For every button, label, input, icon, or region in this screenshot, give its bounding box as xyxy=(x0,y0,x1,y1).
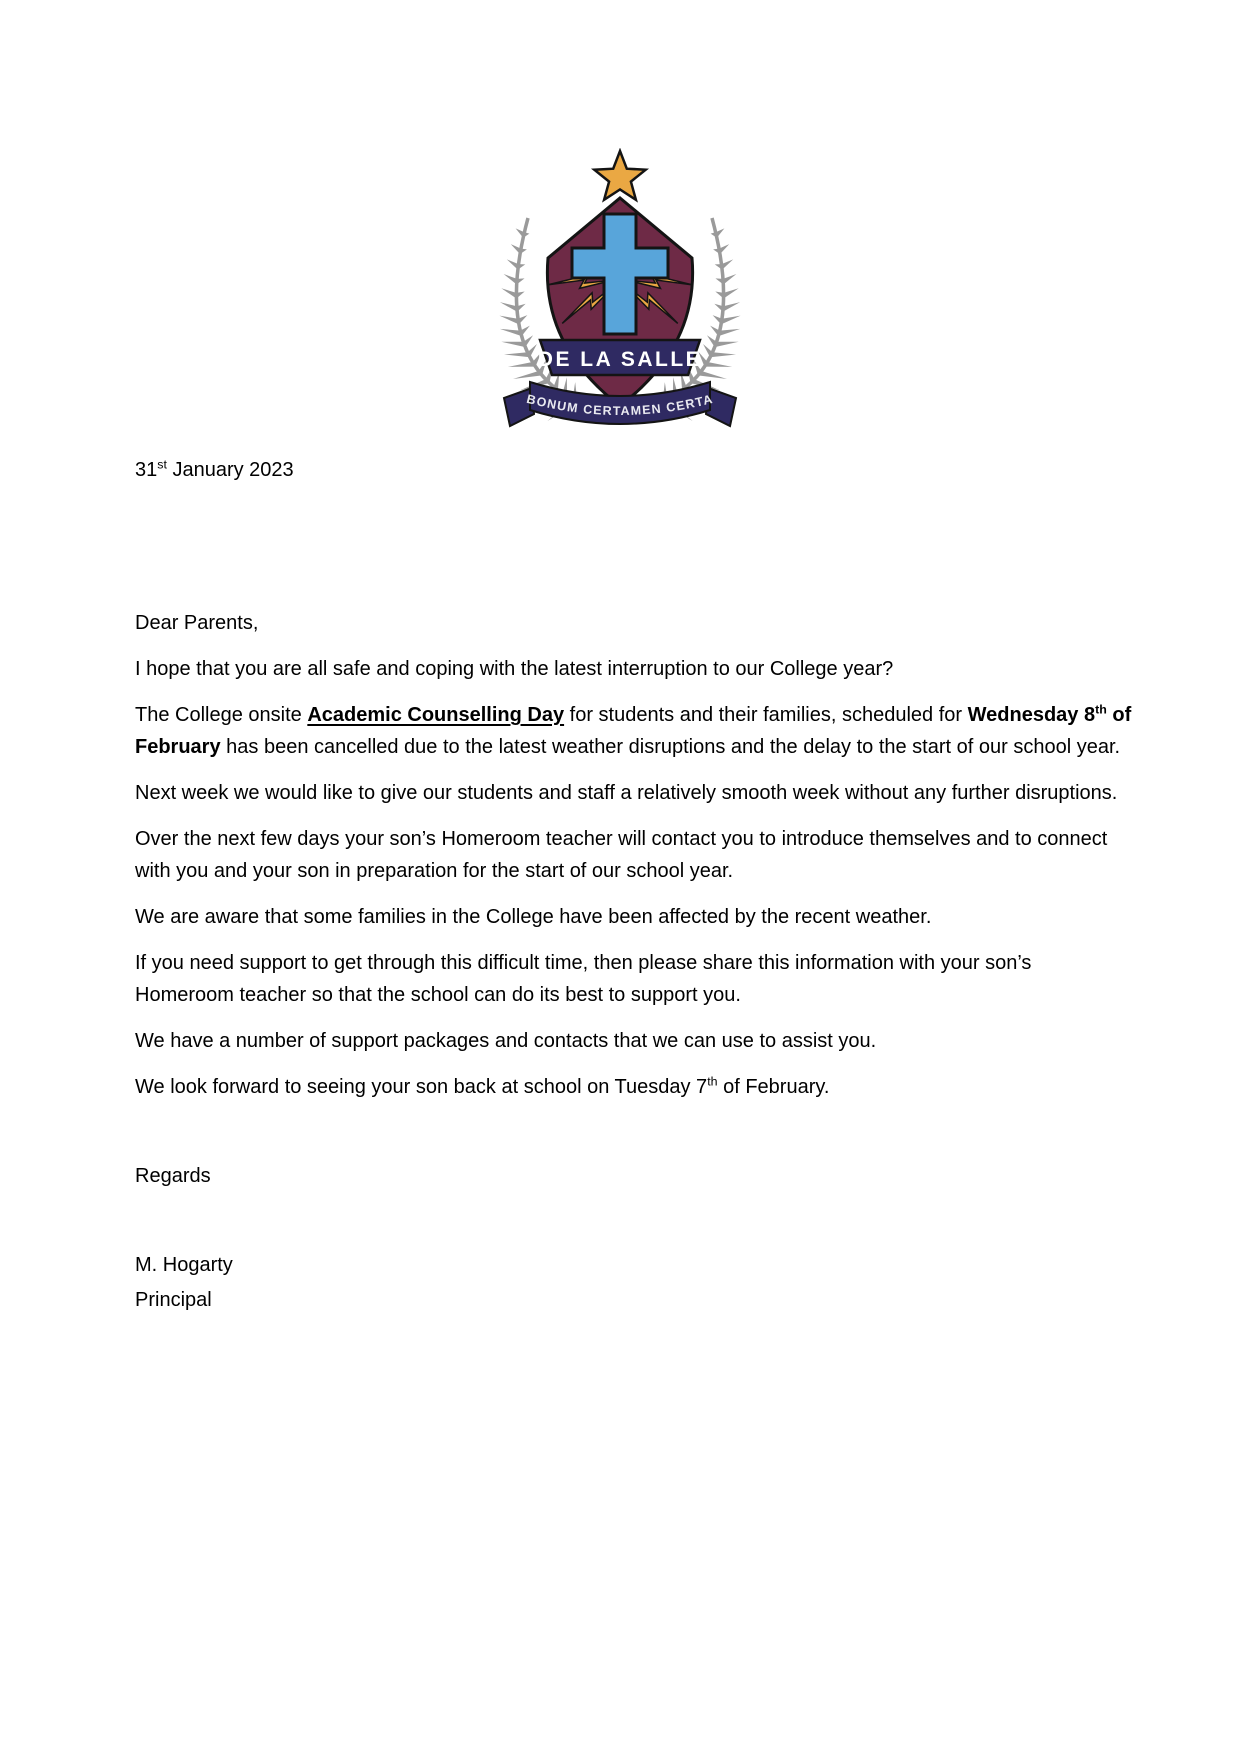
signature-block xyxy=(135,1248,1135,1318)
paragraph: I hope that you are all safe and coping with the latest interruption to our College year? xyxy=(135,658,894,680)
signature-title: Principal xyxy=(135,1289,212,1311)
letter-date: 31st January 2023 xyxy=(135,457,294,481)
paragraph: We are aware that some families in the College have been affected by the recent weather. xyxy=(135,906,932,928)
paragraph: Over the next few days your son’s Homeroom teacher will contact you to introduce themselves and to connect with you and your son in preparation for the start of our school year. xyxy=(135,828,1108,882)
signature-name: M. Hogarty xyxy=(135,1254,233,1276)
closing: Regards xyxy=(135,1165,211,1187)
banner-text: DE LA SALLE xyxy=(537,348,703,371)
motto-text: BONUM CERTAMEN CERTA xyxy=(525,391,715,419)
paragraph: We have a number of support packages and contacts that we can use to assist you. xyxy=(135,1030,877,1052)
star-icon xyxy=(594,151,645,200)
paragraph: We look forward to seeing your son back at school on Tuesday 7th of February. xyxy=(135,1074,830,1098)
school-crest xyxy=(470,148,770,438)
salutation: Dear Parents, xyxy=(135,612,259,634)
letter-body xyxy=(135,454,1135,1318)
paragraph: If you need support to get through this difficult time, then please share this information with your son’s Homeroom teacher so that the school can do its best to support you. xyxy=(135,952,1032,1006)
paragraph: Next week we would like to give our students and staff a relatively smooth week without any further disruptions. xyxy=(135,782,1118,804)
paragraph: The College onsite Academic Counselling Day for students and their families, scheduled for Wednesday 8th of February has been cancelled due to the latest weather disruptions and the delay to the start of our school year. xyxy=(135,702,1132,758)
